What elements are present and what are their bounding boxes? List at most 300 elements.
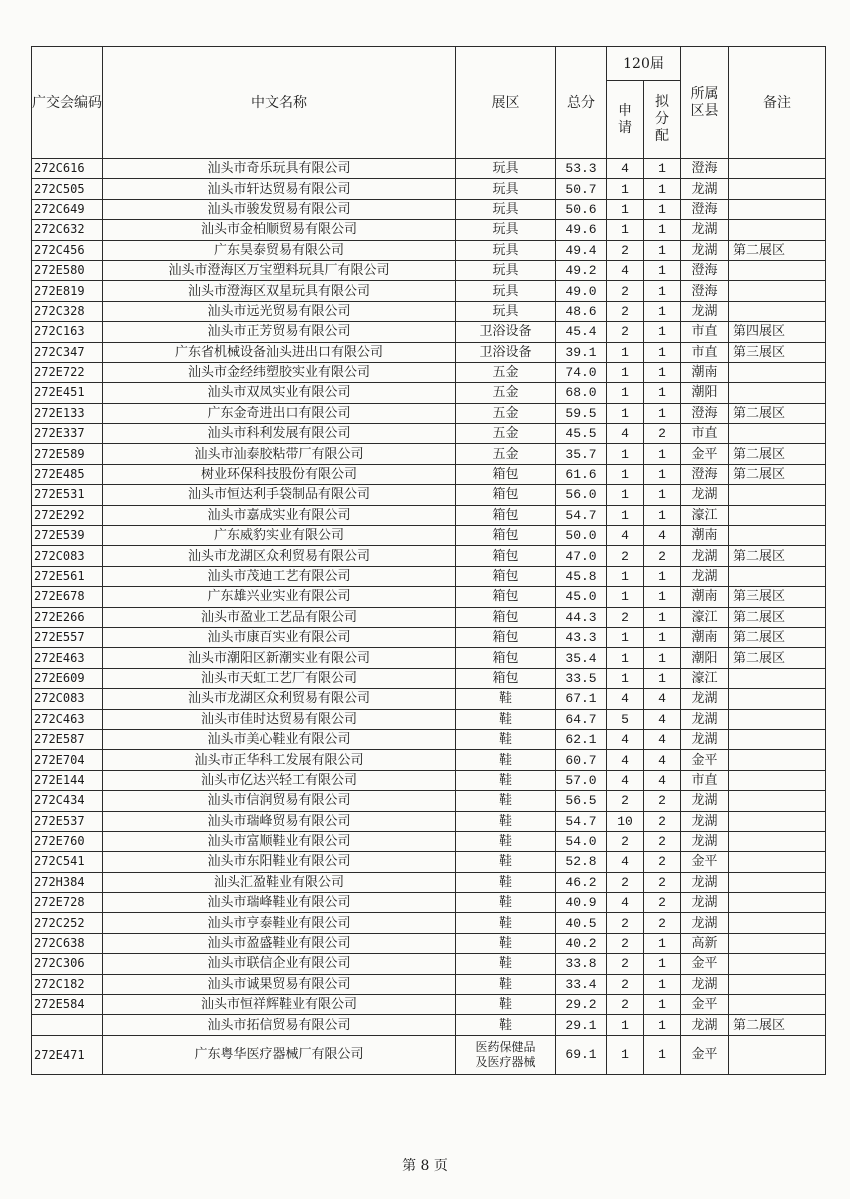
table-row-last	[32, 1035, 826, 1074]
cell-category: 鞋	[456, 995, 556, 1015]
cell-note	[729, 791, 826, 811]
cell-alloc: 1	[644, 505, 681, 525]
table-row	[32, 485, 826, 505]
cell-category: 卫浴设备	[456, 322, 556, 342]
cell-name: 汕头市瑞峰鞋业有限公司	[103, 893, 456, 913]
cell-code: 272E557	[32, 627, 103, 647]
cell-code	[32, 1015, 103, 1035]
cell-code: 272E580	[32, 260, 103, 280]
cell-district: 潮南	[681, 587, 729, 607]
cell-alloc: 1	[644, 220, 681, 240]
cell-code: 272E678	[32, 587, 103, 607]
cell-apply: 4	[607, 750, 644, 770]
cell-category: 五金	[456, 362, 556, 382]
cell-code: 272E609	[32, 668, 103, 688]
cell-code: 272E144	[32, 770, 103, 790]
cell-name: 汕头市富顺鞋业有限公司	[103, 831, 456, 851]
cell-alloc: 1	[644, 464, 681, 484]
cell-code: 272E451	[32, 383, 103, 403]
cell-name: 汕头汇盈鞋业有限公司	[103, 872, 456, 892]
cell-category: 箱包	[456, 526, 556, 546]
cell-apply: 2	[607, 546, 644, 566]
cell-note	[729, 260, 826, 280]
table-row	[32, 220, 826, 240]
cell-apply: 2	[607, 322, 644, 342]
cell-apply: 4	[607, 159, 644, 179]
table-row	[32, 913, 826, 933]
cell-apply: 1	[607, 179, 644, 199]
cell-score: 64.7	[556, 709, 607, 729]
cell-apply: 1	[607, 485, 644, 505]
cell-apply: 1	[607, 403, 644, 423]
cell-note	[729, 179, 826, 199]
cell-score: 56.0	[556, 485, 607, 505]
cell-category: 箱包	[456, 627, 556, 647]
cell-score: 52.8	[556, 852, 607, 872]
table-row	[32, 424, 826, 444]
cell-apply: 2	[607, 281, 644, 301]
cell-district: 市直	[681, 322, 729, 342]
cell-note: 第二展区	[729, 464, 826, 484]
cell-alloc: 1	[644, 199, 681, 219]
table-row	[32, 403, 826, 423]
cell-code: 272E133	[32, 403, 103, 423]
cell-score: 46.2	[556, 872, 607, 892]
cell-name: 汕头市诚果贸易有限公司	[103, 974, 456, 994]
table-header	[32, 47, 826, 159]
cell-note	[729, 362, 826, 382]
table-row	[32, 444, 826, 464]
cell-score: 50.0	[556, 526, 607, 546]
cell-score: 54.7	[556, 505, 607, 525]
cell-district: 市直	[681, 424, 729, 444]
cell-apply: 4	[607, 729, 644, 749]
cell-category: 玩具	[456, 260, 556, 280]
cell-score: 45.0	[556, 587, 607, 607]
cell-code: 272E266	[32, 607, 103, 627]
header-session: 120届	[607, 47, 681, 81]
cell-name: 汕头市盈盛鞋业有限公司	[103, 933, 456, 953]
cell-code: 272E760	[32, 831, 103, 851]
table-row	[32, 260, 826, 280]
cell-code: 272C434	[32, 791, 103, 811]
cell-apply: 1	[607, 444, 644, 464]
cell-code: 272C083	[32, 689, 103, 709]
cell-name: 汕头市亨泰鞋业有限公司	[103, 913, 456, 933]
cell-alloc: 1	[644, 933, 681, 953]
cell-alloc: 4	[644, 709, 681, 729]
cell-alloc: 1	[644, 342, 681, 362]
cell-district: 澄海	[681, 403, 729, 423]
cell-category: 鞋	[456, 933, 556, 953]
table-row	[32, 546, 826, 566]
cell-district: 潮南	[681, 627, 729, 647]
cell-apply: 1	[607, 566, 644, 586]
cell-score: 62.1	[556, 729, 607, 749]
cell-district: 市直	[681, 770, 729, 790]
cell-score: 60.7	[556, 750, 607, 770]
cell-name: 汕头市茂迪工艺有限公司	[103, 566, 456, 586]
cell-name: 汕头市天虹工艺厂有限公司	[103, 668, 456, 688]
cell-name: 汕头市澄海区万宝塑料玩具厂有限公司	[103, 260, 456, 280]
cell-note	[729, 974, 826, 994]
cell-code: 272C328	[32, 301, 103, 321]
cell-alloc: 1	[644, 1035, 681, 1074]
cell-score: 45.5	[556, 424, 607, 444]
cell-code: 272C347	[32, 342, 103, 362]
header-name: 中文名称	[103, 47, 456, 159]
cell-alloc: 1	[644, 240, 681, 260]
cell-category: 五金	[456, 424, 556, 444]
cell-district: 龙湖	[681, 566, 729, 586]
cell-district: 龙湖	[681, 872, 729, 892]
cell-score: 69.1	[556, 1035, 607, 1074]
cell-category: 箱包	[456, 668, 556, 688]
cell-district: 金平	[681, 1035, 729, 1074]
cell-name: 汕头市瑞峰贸易有限公司	[103, 811, 456, 831]
cell-note	[729, 893, 826, 913]
cell-category: 鞋	[456, 974, 556, 994]
cell-district: 澄海	[681, 260, 729, 280]
cell-alloc: 1	[644, 587, 681, 607]
cell-score: 68.0	[556, 383, 607, 403]
cell-score: 49.4	[556, 240, 607, 260]
cell-name: 汕头市奇乐玩具有限公司	[103, 159, 456, 179]
cell-district: 龙湖	[681, 791, 729, 811]
table-row	[32, 831, 826, 851]
cell-score: 40.9	[556, 893, 607, 913]
cell-name: 汕头市轩达贸易有限公司	[103, 179, 456, 199]
cell-name: 汕头市美心鞋业有限公司	[103, 729, 456, 749]
cell-alloc: 1	[644, 974, 681, 994]
cell-code: 272E704	[32, 750, 103, 770]
cell-score: 40.5	[556, 913, 607, 933]
cell-name: 汕头市澄海区双星玩具有限公司	[103, 281, 456, 301]
cell-note	[729, 689, 826, 709]
cell-name: 汕头市骏发贸易有限公司	[103, 199, 456, 219]
table-row	[32, 791, 826, 811]
cell-district: 市直	[681, 342, 729, 362]
cell-category: 鞋	[456, 689, 556, 709]
cell-district: 龙湖	[681, 709, 729, 729]
cell-note: 第二展区	[729, 403, 826, 423]
table-row	[32, 893, 826, 913]
cell-alloc: 1	[644, 607, 681, 627]
table-row	[32, 281, 826, 301]
cell-district: 龙湖	[681, 831, 729, 851]
cell-district: 濠江	[681, 607, 729, 627]
cell-category: 玩具	[456, 240, 556, 260]
cell-district: 潮南	[681, 362, 729, 382]
cell-name: 汕头市汕泰胶粘带厂有限公司	[103, 444, 456, 464]
cell-note	[729, 159, 826, 179]
cell-category: 鞋	[456, 750, 556, 770]
cell-name: 汕头市金经纬塑胶实业有限公司	[103, 362, 456, 382]
cell-category-line1: 医药保健品	[475, 1039, 536, 1054]
cell-score: 50.7	[556, 179, 607, 199]
cell-apply: 4	[607, 260, 644, 280]
table-row	[32, 362, 826, 382]
cell-apply: 1	[607, 464, 644, 484]
cell-name: 广东省机械设备汕头进出口有限公司	[103, 342, 456, 362]
cell-code: 272C083	[32, 546, 103, 566]
cell-alloc: 1	[644, 566, 681, 586]
page-footer: 第 8 页	[402, 1158, 448, 1174]
cell-category: 箱包	[456, 546, 556, 566]
cell-apply: 1	[607, 627, 644, 647]
cell-alloc: 4	[644, 526, 681, 546]
cell-category: 箱包	[456, 566, 556, 586]
cell-district: 潮阳	[681, 383, 729, 403]
cell-note	[729, 831, 826, 851]
cell-district: 龙湖	[681, 240, 729, 260]
cell-code: 272E584	[32, 995, 103, 1015]
cell-apply: 2	[607, 954, 644, 974]
cell-name: 广东粤华医疗器械厂有限公司	[103, 1035, 456, 1074]
cell-district: 澄海	[681, 464, 729, 484]
cell-note: 第二展区	[729, 1015, 826, 1035]
cell-note	[729, 995, 826, 1015]
cell-code: 272E539	[32, 526, 103, 546]
cell-apply: 1	[607, 362, 644, 382]
cell-name: 汕头市远光贸易有限公司	[103, 301, 456, 321]
cell-note	[729, 424, 826, 444]
cell-name: 汕头市亿达兴轻工有限公司	[103, 770, 456, 790]
cell-category: 鞋	[456, 831, 556, 851]
table-row	[32, 526, 826, 546]
cell-alloc: 2	[644, 852, 681, 872]
cell-district: 龙湖	[681, 974, 729, 994]
cell-name: 汕头市盈业工艺品有限公司	[103, 607, 456, 627]
cell-apply: 1	[607, 587, 644, 607]
cell-name: 汕头市康百实业有限公司	[103, 627, 456, 647]
table-row	[32, 689, 826, 709]
cell-note: 第二展区	[729, 546, 826, 566]
cell-note	[729, 485, 826, 505]
table-row	[32, 322, 826, 342]
cell-score: 59.5	[556, 403, 607, 423]
cell-district: 龙湖	[681, 220, 729, 240]
cell-alloc: 2	[644, 831, 681, 851]
cell-code: 272C616	[32, 159, 103, 179]
cell-category	[456, 1035, 556, 1074]
cell-name: 汕头市龙湖区众利贸易有限公司	[103, 689, 456, 709]
cell-category: 鞋	[456, 913, 556, 933]
cell-apply: 4	[607, 852, 644, 872]
cell-district: 濠江	[681, 505, 729, 525]
cell-district: 金平	[681, 750, 729, 770]
cell-apply: 2	[607, 913, 644, 933]
cell-score: 50.6	[556, 199, 607, 219]
cell-score: 49.6	[556, 220, 607, 240]
cell-category: 五金	[456, 403, 556, 423]
cell-category: 箱包	[456, 505, 556, 525]
cell-score: 49.2	[556, 260, 607, 280]
cell-note	[729, 770, 826, 790]
cell-name: 广东威豹实业有限公司	[103, 526, 456, 546]
table-row	[32, 933, 826, 953]
cell-category: 箱包	[456, 607, 556, 627]
cell-score: 29.2	[556, 995, 607, 1015]
cell-name: 汕头市联信企业有限公司	[103, 954, 456, 974]
cell-category: 卫浴设备	[456, 342, 556, 362]
cell-district: 潮阳	[681, 648, 729, 668]
table-row	[32, 627, 826, 647]
cell-score: 45.8	[556, 566, 607, 586]
cell-district: 龙湖	[681, 893, 729, 913]
table-row	[32, 159, 826, 179]
cell-apply: 10	[607, 811, 644, 831]
cell-category: 鞋	[456, 770, 556, 790]
cell-category: 箱包	[456, 485, 556, 505]
cell-score: 53.3	[556, 159, 607, 179]
cell-alloc: 2	[644, 872, 681, 892]
cell-district: 金平	[681, 954, 729, 974]
cell-district: 潮南	[681, 526, 729, 546]
cell-apply: 1	[607, 220, 644, 240]
cell-alloc: 1	[644, 444, 681, 464]
cell-score: 54.0	[556, 831, 607, 851]
table-row	[32, 566, 826, 586]
cell-alloc: 1	[644, 403, 681, 423]
table-row	[32, 383, 826, 403]
cell-category: 鞋	[456, 791, 556, 811]
cell-code: 272C541	[32, 852, 103, 872]
cell-alloc: 1	[644, 995, 681, 1015]
table-row	[32, 811, 826, 831]
cell-name: 汕头市佳时达贸易有限公司	[103, 709, 456, 729]
cell-district: 金平	[681, 444, 729, 464]
header-code: 广交会编码	[32, 47, 103, 159]
table-row	[32, 995, 826, 1015]
cell-district: 龙湖	[681, 179, 729, 199]
cell-alloc: 1	[644, 301, 681, 321]
table-row	[32, 301, 826, 321]
cell-apply: 1	[607, 505, 644, 525]
cell-alloc: 1	[644, 322, 681, 342]
cell-note: 第二展区	[729, 648, 826, 668]
cell-code: 272E471	[32, 1035, 103, 1074]
cell-apply: 2	[607, 933, 644, 953]
cell-alloc: 2	[644, 811, 681, 831]
cell-score: 48.6	[556, 301, 607, 321]
cell-name: 汕头市东阳鞋业有限公司	[103, 852, 456, 872]
cell-district: 濠江	[681, 668, 729, 688]
cell-score: 35.7	[556, 444, 607, 464]
cell-alloc: 1	[644, 383, 681, 403]
cell-category: 玩具	[456, 199, 556, 219]
header-note: 备注	[729, 47, 826, 159]
cell-note	[729, 709, 826, 729]
header-category: 展区	[456, 47, 556, 159]
cell-district: 澄海	[681, 281, 729, 301]
cell-score: 74.0	[556, 362, 607, 382]
cell-district: 龙湖	[681, 811, 729, 831]
cell-category: 鞋	[456, 872, 556, 892]
cell-name: 汕头市龙湖区众利贸易有限公司	[103, 546, 456, 566]
cell-name: 广东雄兴业实业有限公司	[103, 587, 456, 607]
table-row	[32, 240, 826, 260]
cell-category: 五金	[456, 444, 556, 464]
cell-category: 玩具	[456, 159, 556, 179]
cell-category: 鞋	[456, 729, 556, 749]
score-table-container	[31, 46, 825, 1075]
cell-category: 五金	[456, 383, 556, 403]
cell-note	[729, 811, 826, 831]
cell-score: 40.2	[556, 933, 607, 953]
cell-apply: 1	[607, 383, 644, 403]
cell-alloc: 4	[644, 729, 681, 749]
score-table	[31, 46, 826, 1075]
cell-category: 鞋	[456, 709, 556, 729]
cell-note	[729, 281, 826, 301]
cell-apply: 5	[607, 709, 644, 729]
cell-name: 汕头市双凤实业有限公司	[103, 383, 456, 403]
cell-alloc: 2	[644, 424, 681, 444]
cell-category: 箱包	[456, 648, 556, 668]
cell-score: 44.3	[556, 607, 607, 627]
cell-name: 汕头市金柏顺贸易有限公司	[103, 220, 456, 240]
cell-alloc: 2	[644, 546, 681, 566]
header-score: 总分	[556, 47, 607, 159]
cell-alloc: 4	[644, 750, 681, 770]
cell-apply: 1	[607, 342, 644, 362]
cell-apply: 4	[607, 526, 644, 546]
cell-note	[729, 1035, 826, 1074]
table-row	[32, 770, 826, 790]
table-body	[32, 159, 826, 1075]
cell-score: 45.4	[556, 322, 607, 342]
cell-code: 272E292	[32, 505, 103, 525]
cell-score: 49.0	[556, 281, 607, 301]
table-row	[32, 199, 826, 219]
cell-district: 高新	[681, 933, 729, 953]
cell-apply: 4	[607, 424, 644, 444]
table-row	[32, 342, 826, 362]
cell-note	[729, 199, 826, 219]
cell-apply: 1	[607, 668, 644, 688]
cell-code: 272C252	[32, 913, 103, 933]
table-row	[32, 607, 826, 627]
cell-note: 第三展区	[729, 587, 826, 607]
cell-category: 鞋	[456, 954, 556, 974]
cell-district: 金平	[681, 852, 729, 872]
table-row	[32, 852, 826, 872]
cell-apply: 2	[607, 240, 644, 260]
cell-code: 272C163	[32, 322, 103, 342]
table-row	[32, 1015, 826, 1035]
cell-code: 272E587	[32, 729, 103, 749]
cell-note	[729, 954, 826, 974]
cell-score: 39.1	[556, 342, 607, 362]
cell-code: 272E485	[32, 464, 103, 484]
cell-category: 鞋	[456, 811, 556, 831]
cell-district: 龙湖	[681, 913, 729, 933]
table-row	[32, 648, 826, 668]
cell-apply: 2	[607, 831, 644, 851]
table-row	[32, 954, 826, 974]
table-row	[32, 179, 826, 199]
cell-note	[729, 913, 826, 933]
cell-district: 龙湖	[681, 301, 729, 321]
cell-code: 272E561	[32, 566, 103, 586]
table-row	[32, 729, 826, 749]
cell-note: 第二展区	[729, 444, 826, 464]
cell-name: 汕头市正华科工发展有限公司	[103, 750, 456, 770]
cell-code: 272E531	[32, 485, 103, 505]
cell-note	[729, 729, 826, 749]
cell-score: 43.3	[556, 627, 607, 647]
